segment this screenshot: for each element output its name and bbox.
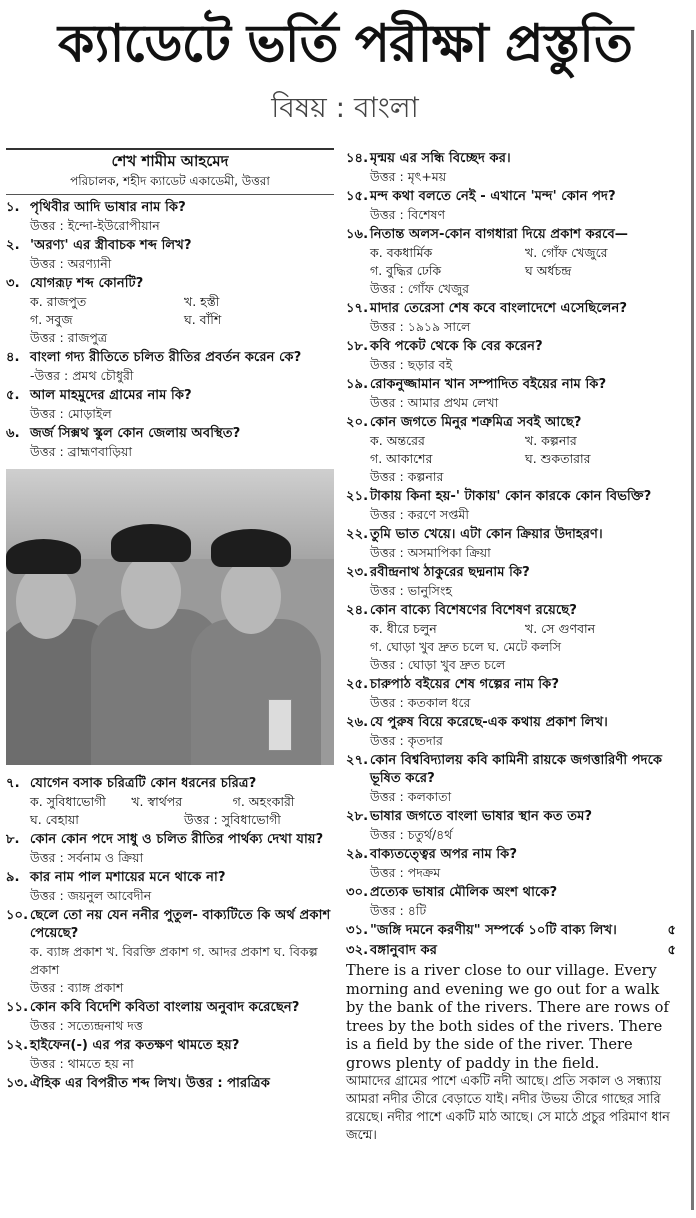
answer: উত্তর : গোঁফ খেজুর	[370, 281, 470, 296]
question-line	[346, 188, 676, 206]
question-line	[346, 300, 676, 318]
question-number: ১৫.	[346, 189, 369, 204]
option: গ. সবুজ	[30, 312, 73, 327]
question-number: ৩১.	[346, 923, 369, 938]
question-line	[6, 237, 334, 255]
option: খ. হস্তী	[184, 294, 220, 309]
question-item	[6, 869, 334, 905]
option: খ. সে গুণবান	[525, 621, 596, 636]
answer: উত্তর : করণে সপ্তমী	[370, 507, 469, 522]
question-text: যোগরূঢ় শব্দ কোনটি?	[30, 276, 144, 291]
question-line	[6, 775, 334, 793]
option: খ. স্বার্থপর	[131, 794, 183, 809]
question-item	[346, 846, 676, 882]
question-item	[346, 752, 676, 806]
question-line	[6, 907, 334, 943]
option-grid	[6, 793, 334, 811]
question-item	[346, 714, 676, 750]
question-text: জর্জ সিক্সথ স্কুল কোন জেলায় অবস্থিত?	[30, 426, 241, 441]
answer: উত্তর : ভানুসিংহ	[370, 583, 452, 598]
option-grid	[346, 620, 676, 638]
question-text: রবীন্দ্রনাথ ঠাকুরের ছদ্মনাম কি?	[370, 565, 530, 580]
question-text: মন্দ কথা বলতে নেই - এখানে 'মন্দ' কোন পদ?	[370, 189, 616, 204]
answer: উত্তর : সত্যেন্দ্রনাথ দত্ত	[30, 1018, 143, 1033]
question-number: ৯.	[6, 870, 20, 885]
answer: উত্তর : ইন্দো-ইউরোপীয়ান	[30, 218, 160, 233]
question-item	[346, 884, 676, 920]
photo-face	[221, 559, 281, 634]
question-text: রোকনুজ্জামান খান সম্পাদিত বইয়ের নাম কি?	[370, 377, 607, 392]
question-text: কবি পকেট থেকে কি বের করেন?	[370, 339, 543, 354]
question-text: ঐহিক এর বিপরীত শব্দ লিখ। উত্তর : পারত্রিক	[30, 1076, 270, 1091]
right-column	[346, 150, 676, 1145]
question-text: নিতান্ত অলস-কোন বাগধারা দিয়ে প্রকাশ করবে—	[370, 227, 628, 242]
question-text: বঙ্গানুবাদ কর	[370, 943, 437, 958]
question-item	[6, 425, 334, 461]
answer: উত্তর : পদক্রম	[370, 865, 441, 880]
subject-heading: বিষয় : বাংলা	[271, 91, 419, 124]
question-31	[346, 922, 676, 940]
question-text: মৃন্ময় এর সন্ধি বিচ্ছেদ কর।	[370, 151, 511, 166]
question-text: কোন বাক্যে বিশেষণের বিশেষণ রয়েছে?	[370, 603, 577, 618]
answer: উত্তর : রাজপুত্র	[30, 330, 108, 345]
photo-face	[121, 554, 181, 629]
question-item	[346, 564, 676, 600]
question-number: ৮.	[6, 832, 20, 847]
answer: উত্তর : ১৯১৯ সালে	[370, 319, 471, 334]
answer: উত্তর : কৃতদার	[370, 733, 443, 748]
question-line	[6, 387, 334, 405]
option: গ. বুদ্ধির ঢেকি	[370, 263, 442, 278]
question-number: ১৯.	[346, 377, 369, 392]
question-item	[346, 488, 676, 524]
option: ক. অন্তরের	[370, 433, 425, 448]
question-line	[346, 846, 676, 864]
question-number: ২৪.	[346, 603, 369, 618]
question-text: চারুপাঠ বইয়ের শেষ গল্পের নাম কি?	[370, 677, 560, 692]
answer: উত্তর : চতুর্থ/৪র্থ	[370, 827, 453, 842]
question-item	[6, 349, 334, 385]
question-number: ৪.	[6, 350, 20, 365]
answer: উত্তর : সর্বনাম ও ক্রিয়া	[30, 850, 144, 865]
answer: উত্তর : মোড়াইল	[30, 406, 112, 421]
question-text: কোন কোন পদে সাধু ও চলিত রীতির পার্থক্য দেখা যায়?	[30, 832, 324, 847]
question-line	[6, 1037, 334, 1055]
answer: উত্তর : থামতে হয় না	[30, 1056, 134, 1071]
marks: ৫	[667, 943, 676, 958]
question-line	[346, 884, 676, 902]
question-line	[346, 338, 676, 356]
option: ঘ অর্ধচন্দ্র	[525, 263, 572, 278]
question-item	[6, 999, 334, 1035]
question-line	[346, 752, 676, 788]
option-row	[6, 811, 334, 829]
question-number: ৩২.	[346, 943, 369, 958]
option-text: গ. ঘোড়া খুব দ্রুত চলে ঘ. মেটে কলসি	[370, 639, 561, 654]
question-line	[6, 275, 334, 293]
page-title: ক্যাডেটে ভর্তি পরীক্ষা প্রস্তুতি	[58, 14, 632, 74]
question-item	[346, 150, 676, 186]
option: ক. রাজপুত	[30, 294, 87, 309]
question-text: তুমি ভাত খেয়ে। এটা কোন ক্রিয়ার উদাহরণ।	[370, 527, 603, 542]
question-number: ২৯.	[346, 847, 369, 862]
question-line	[6, 199, 334, 217]
question-number: ২.	[6, 238, 20, 253]
option: ক. সুবিধাভোগী	[30, 794, 106, 809]
answer: উত্তর : আমার প্রথম লেখা	[370, 395, 499, 410]
question-item	[346, 676, 676, 712]
question-line	[346, 564, 676, 582]
photo-glass	[268, 699, 292, 751]
answer: উত্তর : কতকাল ধরে	[370, 695, 471, 710]
question-line	[6, 999, 334, 1017]
question-item	[6, 387, 334, 423]
answer: উত্তর : মৃৎ+ময়	[370, 169, 447, 184]
question-line	[346, 226, 676, 244]
option: ক. ধীরে চলুন	[370, 621, 437, 636]
question-item	[346, 300, 676, 336]
question-list-left-2	[6, 775, 334, 1093]
option: গ. অহংকারী	[232, 794, 295, 809]
question-line	[6, 1075, 334, 1093]
question-item	[6, 775, 334, 829]
question-item	[346, 338, 676, 374]
question-text: কোন কবি বিদেশি কবিতা বাংলায় অনুবাদ করেছেন?	[30, 1000, 300, 1015]
question-32	[346, 942, 676, 960]
photo-cap	[111, 524, 191, 562]
column-divider	[691, 30, 694, 1210]
option-grid	[6, 293, 334, 329]
option-text: ক. ব্যাঙ্গ প্রকাশ খ. বিরক্তি প্রকাশ গ. আদর প্রকাশ ঘ. বিকল্প প্রকাশ	[30, 944, 318, 977]
question-line	[6, 869, 334, 887]
question-number: ২৫.	[346, 677, 369, 692]
photo-cap	[211, 529, 291, 567]
answer: উত্তর : ব্যাঙ্গ প্রকাশ	[30, 980, 124, 995]
question-item	[6, 907, 334, 997]
author-name: শেখ শামীম আহমেদ	[111, 152, 229, 170]
question-text: কোন জগতে মিনুর শত্রুমিত্র সবই আছে?	[370, 415, 582, 430]
marks: ৫	[667, 923, 676, 938]
question-line	[6, 831, 334, 849]
question-number: ৫.	[6, 388, 20, 403]
question-number: ১৪.	[346, 151, 369, 166]
answer: উত্তর : অসমাপিকা ক্রিয়া	[370, 545, 491, 560]
question-item	[346, 226, 676, 298]
question-text: যে পুরুষ বিয়ে করেছে-এক কথায় প্রকাশ লিখ।	[370, 715, 608, 730]
question-number: ১৩.	[6, 1076, 29, 1091]
english-passage: There is a river close to our village. Every morning and evening we go out for a walk by the bank of the rivers. There are rows of trees by the both sides of the rivers. There is a field by the side of the river. There grows plenty of paddy in the field.	[346, 962, 669, 1072]
question-text: বাংলা গদ্য রীতিতে চলিত রীতির প্রবর্তন করেন কে?	[30, 350, 302, 365]
question-item	[6, 199, 334, 235]
bangla-passage: আমাদের গ্রামের পাশে একটি নদী আছে। প্রতি সকাল ও সন্ধ্যায় আমরা নদীর তীরে বেড়াতে যাই। নদীর উভয় তীরে গাছের সারি রয়েছে। নদীর পাশে একটি মাঠ আছে। সে মাঠে প্রচুর পরিমাণ ধান জন্মে।	[346, 1074, 670, 1143]
option: ঘ. বাঁশি	[184, 312, 222, 327]
question-list-right	[346, 150, 676, 920]
option: ঘ. শুকতারার	[525, 451, 591, 466]
question-number: ৭.	[6, 776, 20, 791]
question-number: ১২.	[6, 1038, 29, 1053]
question-text: ভাষার জগতে বাংলা ভাষার স্থান কত তম?	[370, 809, 593, 824]
question-item	[346, 526, 676, 562]
answer: উত্তর : কলকাতা	[370, 789, 452, 804]
question-number: ২৮.	[346, 809, 369, 824]
question-number: ২১.	[346, 489, 369, 504]
question-item	[6, 1037, 334, 1073]
option-grid	[346, 432, 676, 468]
question-text: মাদার তেরেসা শেষ কবে বাংলাদেশে এসেছিলেন?	[370, 301, 628, 316]
answer: উত্তর : বিশেষণ	[370, 207, 446, 222]
question-text: আল মাহমুদের গ্রামের নাম কি?	[30, 388, 192, 403]
question-line	[346, 376, 676, 394]
question-line	[346, 488, 676, 506]
question-number: ১৮.	[346, 339, 369, 354]
answer: উত্তর : সুবিধাভোগী	[184, 812, 281, 827]
question-number: ১৬.	[346, 227, 369, 242]
answer: উত্তর : ৪টি	[370, 903, 427, 918]
question-number: ২০.	[346, 415, 369, 430]
question-number: ২৭.	[346, 753, 369, 768]
question-text: টাকায় কিনা হয়-' টাকায়' কোন কারকে কোন বিভক্তি?	[370, 489, 652, 504]
option: গ. আকাশের	[370, 451, 433, 466]
question-item	[346, 376, 676, 412]
photo-figure	[191, 619, 321, 765]
question-text: প্রত্যেক ভাষার মৌলিক অংশ থাকে?	[370, 885, 558, 900]
question-list-left	[6, 199, 334, 461]
author-bottom-rule	[6, 194, 334, 195]
left-column	[6, 148, 334, 1095]
photo-face	[16, 564, 76, 639]
question-number: ৩.	[6, 276, 20, 291]
question-line	[346, 526, 676, 544]
question-text: বাক্যতত্ত্বের অপর নাম কি?	[370, 847, 518, 862]
question-number: ১৭.	[346, 301, 369, 316]
answer: উত্তর : ছড়ার বই	[370, 357, 453, 372]
question-text: যোগেন বসাক চরিত্রটি কোন ধরনের চরিত্র?	[30, 776, 257, 791]
option: খ. কল্পনার	[525, 433, 577, 448]
question-line	[6, 349, 334, 367]
question-number: ১০.	[6, 908, 29, 923]
photo-cap	[6, 539, 81, 574]
question-number: ১.	[6, 200, 20, 215]
option-grid	[346, 244, 676, 280]
option: ক. বকধার্মিক	[370, 245, 433, 260]
question-text: পৃথিবীর আদি ভাষার নাম কি?	[30, 200, 186, 215]
question-text: হাইফেন(-) এর পর কতক্ষণ থামতে হয়?	[30, 1038, 240, 1053]
question-number: ১১.	[6, 1000, 29, 1015]
question-item	[6, 237, 334, 273]
cadet-photo	[6, 469, 334, 765]
question-line	[346, 808, 676, 826]
question-number: ২৩.	[346, 565, 369, 580]
question-text: 'অরণ্য' এর স্ত্রীবাচক শব্দ লিখ?	[30, 238, 192, 253]
question-line	[346, 714, 676, 732]
question-item	[6, 831, 334, 867]
answer: উত্তর : ব্রাহ্মণবাড়িয়া	[30, 444, 133, 459]
question-item	[346, 188, 676, 224]
question-text: "জঙ্গি দমনে করণীয়" সম্পর্কে ১০টি বাক্য লিখ।	[370, 923, 617, 938]
question-line	[346, 676, 676, 694]
author-role: পরিচালক, শহীদ ক্যাডেট একাডেমী, উত্তরা	[70, 174, 270, 188]
question-item	[6, 1075, 334, 1093]
question-item	[6, 275, 334, 347]
author-top-rule	[6, 148, 334, 150]
option: খ. গোঁফ খেজুরে	[525, 245, 608, 260]
option: ঘ. বেহায়া	[30, 812, 79, 827]
question-text: কোন বিশ্ববিদ্যালয় কবি কামিনী রায়কে জগত্তারিণী পদকে ভূষিত করে?	[370, 753, 663, 786]
question-number: ২৬.	[346, 715, 369, 730]
question-line	[346, 602, 676, 620]
question-text: কার নাম পাল মশায়ের মনে থাকে না?	[30, 870, 226, 885]
question-item	[346, 808, 676, 844]
question-text: ছেলে তো নয় যেন ননীর পুতুল- বাক্যটিতে কি অর্থ প্রকাশ পেয়েছে?	[30, 908, 331, 941]
question-number: ২২.	[346, 527, 369, 542]
question-line	[346, 414, 676, 432]
answer: উত্তর : ঘোড়া খুব দ্রুত চলে	[370, 657, 506, 672]
question-item	[346, 602, 676, 674]
question-number: ৩০.	[346, 885, 369, 900]
question-item	[346, 414, 676, 486]
answer: উত্তর : কল্পনার	[370, 469, 444, 484]
answer: -উত্তর : প্রমথ চৌধুরী	[30, 368, 134, 383]
answer: উত্তর : অরণ্যানী	[30, 256, 112, 271]
question-line	[346, 150, 676, 168]
answer: উত্তর : জয়নুল আবেদীন	[30, 888, 152, 903]
question-line	[6, 425, 334, 443]
question-number: ৬.	[6, 426, 20, 441]
